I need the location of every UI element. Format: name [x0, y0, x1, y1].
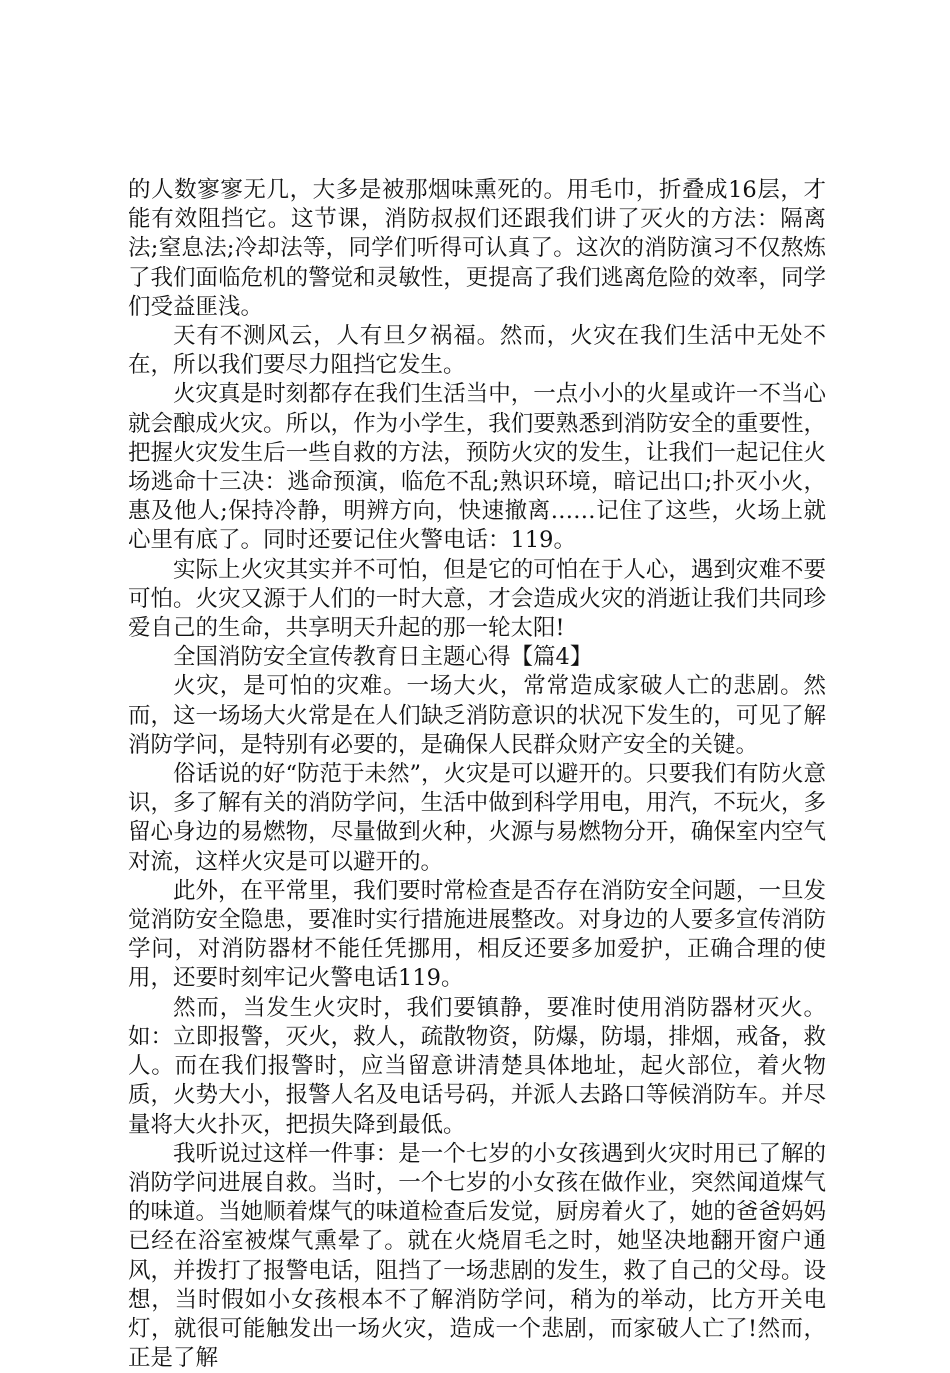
paragraph: 实际上火灾其实并不可怕，但是它的可怕在于人心，遇到灾难不要可怕。火灾又源于人们的一时大意，才会造成火灾的消逝让我们共同珍爱自己的生命，共享明天升起的那一轮太阳!: [128, 556, 826, 642]
section-heading: 全国消防安全宣传教育日主题心得【篇4】: [173, 644, 593, 671]
paragraph-continued: 的人数寥寥无几，大多是被那烟味熏死的。用毛巾，折叠成16层，才能有效阻挡它。这节课，消防叔叔们还跟我们讲了灭火的方法：隔离法;窒息法;冷却法等，同学们听得可认真了。这次的消防演习不仅熬炼了我们面临危机的警觉和灵敏性，更提高了我们逃离危险的效率，同学们受益匪浅。: [128, 177, 826, 320]
paragraph: 俗话说的好“防范于未然”，火灾是可以避开的。只要我们有防火意识，多了解有关的消防学问，生活中做到科学用电，用汽，不玩火，多留心身边的易燃物，尽量做到火种，火源与易燃物分开，确保室内空气对流，这样火灾是可以避开的。: [128, 761, 827, 875]
paragraph: 此外，在平常里，我们要时常检查是否存在消防安全问题，一旦发觉消防安全隐患，要准时实行措施进展整改。对身边的人要多宣传消防学问，对消防器材不能任凭挪用，相反还要多加爱护，正确合理的使用，还要时刻牢记火警电话119。: [128, 877, 826, 992]
paragraph: 火灾真是时刻都存在我们生活当中，一点小小的火星或许一不当心就会酿成火灾。所以，作为小学生，我们要熟悉到消防安全的重要性，把握火灾发生后一些自救的方法，预防火灾的发生，让我们一起记住火场逃命十三决：逃命预演，临危不乱;熟识环境，暗记出口;扑灭小火，惠及他人;保持冷静，明辨方向，快速撤离……记住了这些，火场上就心里有底了。同时还要记住火警电话：119。: [128, 381, 826, 554]
paragraph: 我听说过这样一件事：是一个七岁的小女孩遇到火灾时用已了解的消防学问进展自救。当时，一个七岁的小女孩在做作业，突然闻道煤气的味道。当她顺着煤气的味道检查后发觉，厨房着火了，她的爸爸妈妈已经在浴室被煤气熏晕了。就在火烧眉毛之时，她坚决地翻开窗户通风，并拨打了报警电话，阻挡了一场悲剧的发生，救了自己的父母。设想，当时假如小女孩根本不了解消防学问，稍为的举动，比方开关电灯，就很可能触发出一场火灾，造成一个悲剧，而家破人亡了!然而，正是了解: [128, 1140, 826, 1372]
paragraph: 天有不测风云，人有旦夕祸福。然而，火灾在我们生活中无处不在，所以我们要尽力阻挡它发生。: [128, 323, 826, 379]
paragraph: 火灾，是可怕的灾难。一场大火，常常造成家破人亡的悲剧。然而，这一场场大火常是在人们缺乏消防意识的状况下发生的，可见了解消防学问，是特别有必要的，是确保人民群众财产安全的关键。: [128, 673, 826, 758]
document-body: [128, 176, 826, 1373]
paragraph: 然而，当发生火灾时，我们要镇静，要准时使用消防器材灭火。如：立即报警，灭火，救人，疏散物资，防爆，防塌，排烟，戒备，救人。而在我们报警时，应当留意讲清楚具体地址，起火部位，着火物质，火势大小，报警人名及电话号码，并派人去路口等候消防车。并尽量将大火扑灭，把损失降到最低。: [128, 994, 826, 1138]
